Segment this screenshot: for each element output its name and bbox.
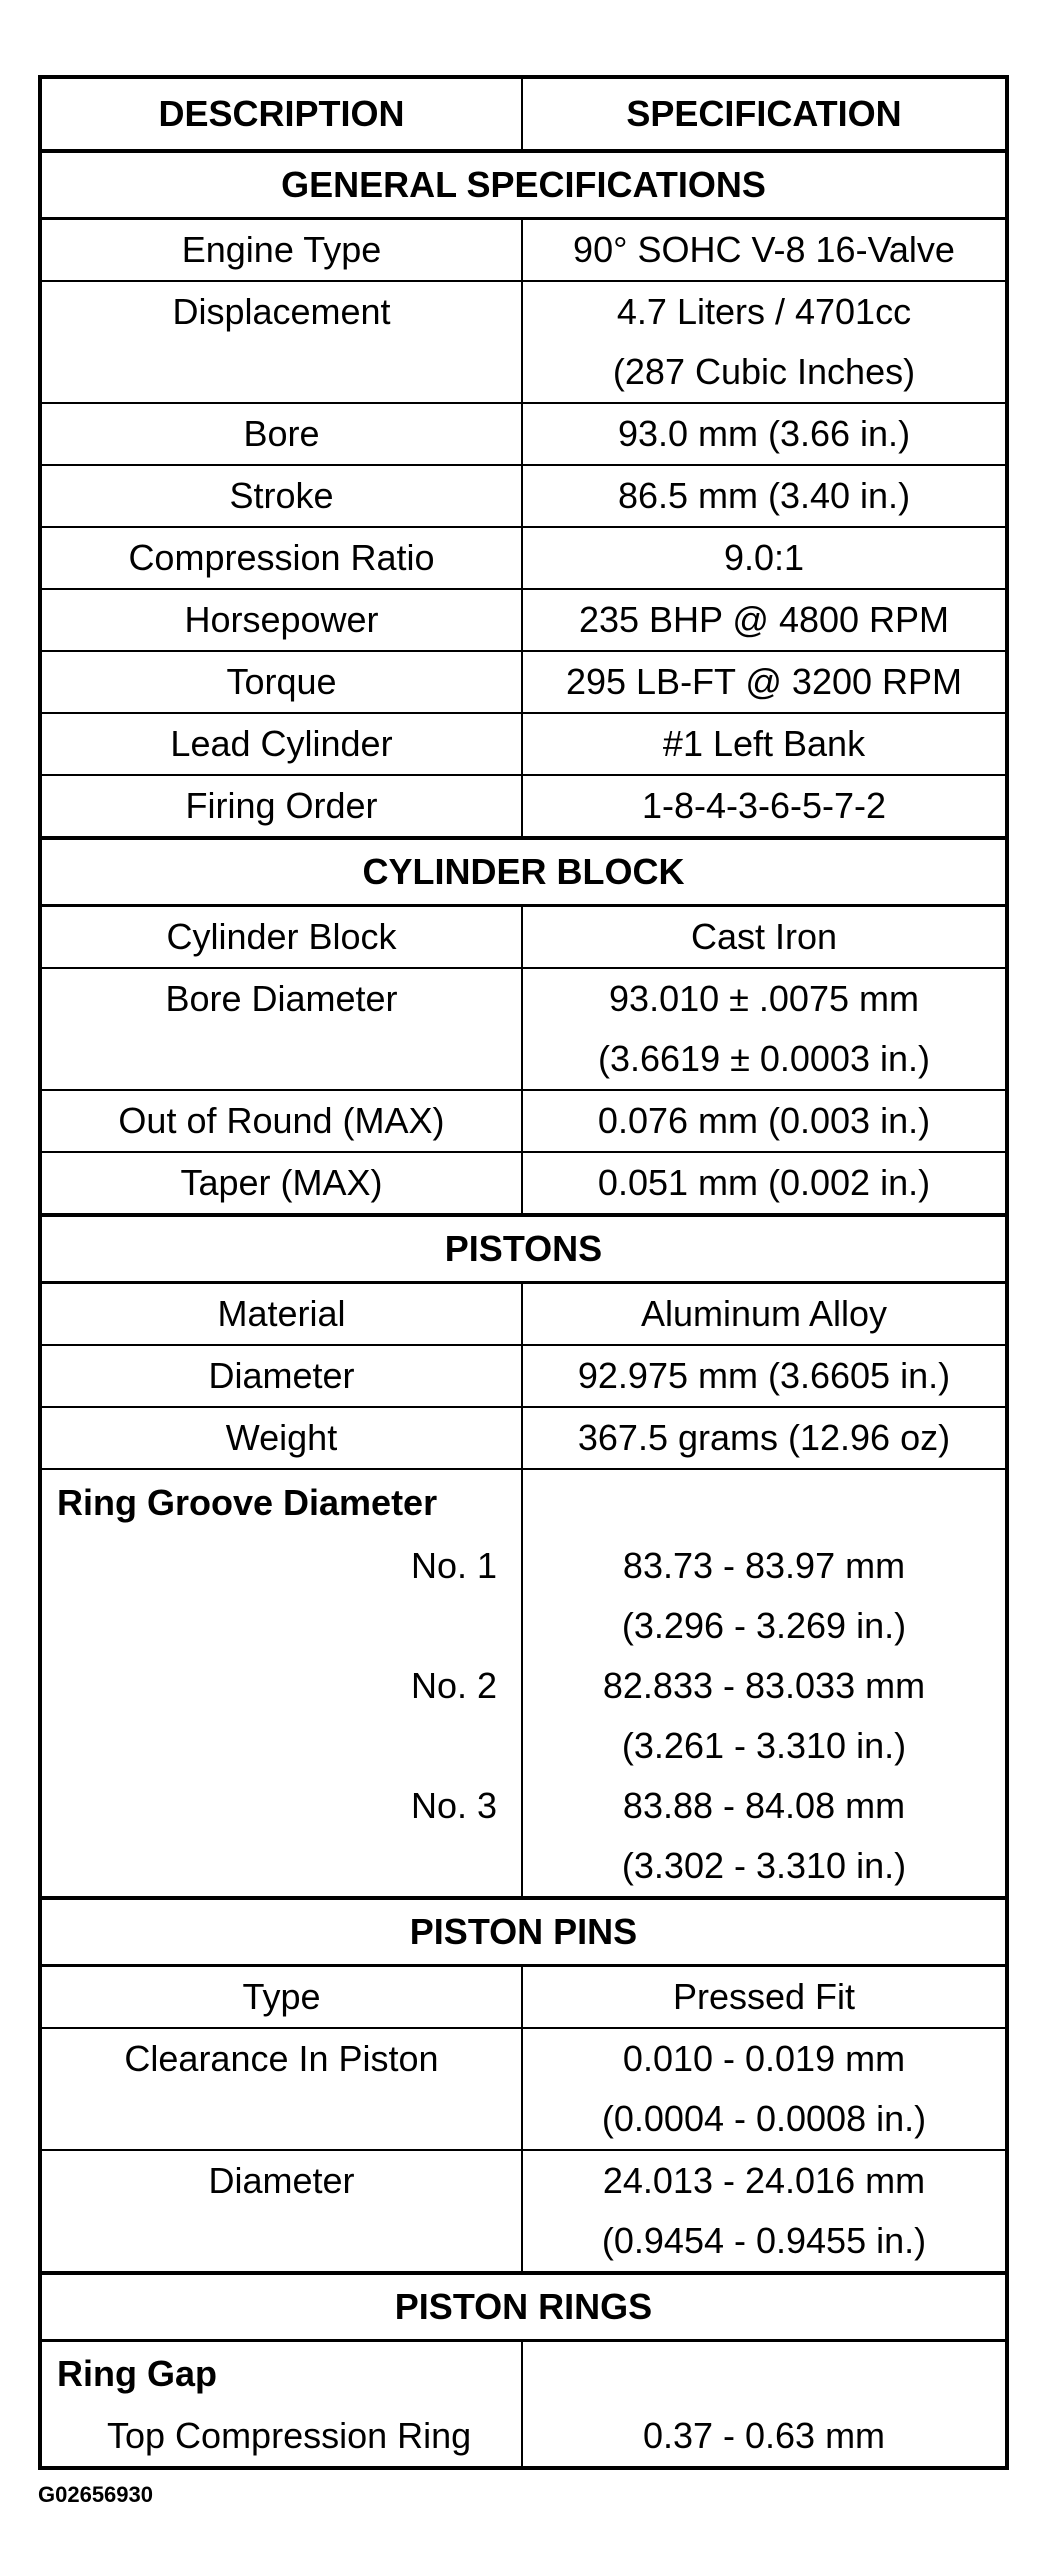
table-row: [40, 2150, 1007, 2273]
row-value: [522, 713, 1007, 775]
row-label: Horsepower: [40, 589, 522, 651]
value-line: (3.261 - 3.310 in.): [621, 1725, 907, 1766]
value-line: 24.013 - 24.016 mm: [602, 2160, 926, 2201]
row-label: Bore Diameter: [40, 968, 522, 1090]
value-line: 92.975 mm (3.6605 in.): [577, 1355, 951, 1396]
row-value: [522, 968, 1007, 1090]
value-line: 1-8-4-3-6-5-7-2: [641, 785, 887, 826]
row-value: [522, 906, 1007, 969]
row-label: Cylinder Block: [40, 906, 522, 969]
row-value: [522, 1090, 1007, 1152]
table-row: [40, 906, 1007, 969]
table-row: [40, 1090, 1007, 1152]
ring-groove-labels: [40, 1469, 522, 1898]
ring-groove-values: [522, 1469, 1007, 1898]
value-line: 83.88 - 84.08 mm: [622, 1785, 906, 1826]
section-pistons: [40, 1215, 1007, 1283]
table-row: [40, 775, 1007, 838]
value-line: Pressed Fit: [672, 1976, 856, 2017]
ring-gap-labels: [40, 2341, 522, 2469]
value-line: Cast Iron: [690, 916, 838, 957]
table-row: [40, 219, 1007, 282]
ring-gap-heading: Ring Gap: [57, 2353, 217, 2394]
row-value: [522, 465, 1007, 527]
table-row: [40, 968, 1007, 1090]
row-value: [522, 281, 1007, 403]
spacer: [523, 1470, 1005, 1536]
column-header-specification: SPECIFICATION: [522, 77, 1007, 151]
row-label: Weight: [40, 1407, 522, 1469]
row-label: Firing Order: [40, 775, 522, 838]
row-label: Engine Type: [40, 219, 522, 282]
value-line: 93.010 ± .0075 mm: [609, 978, 919, 1019]
value-line: 0.051 mm (0.002 in.): [597, 1162, 931, 1203]
row-value: [522, 775, 1007, 838]
table-row: [40, 1152, 1007, 1215]
value-line: (0.0004 - 0.0008 in.): [601, 2098, 927, 2139]
table-row: [40, 403, 1007, 465]
section-title: CYLINDER BLOCK: [40, 838, 1007, 906]
row-value: [522, 1345, 1007, 1407]
row-label: Material: [40, 1283, 522, 1346]
value-line: 82.833 - 83.033 mm: [602, 1665, 926, 1706]
table-row: [40, 651, 1007, 713]
column-header-description: DESCRIPTION: [40, 77, 522, 151]
value-line: 90° SOHC V-8 16-Valve: [573, 229, 955, 270]
figure-id: G02656930: [38, 2482, 153, 2507]
row-label: Lead Cylinder: [40, 713, 522, 775]
spec-table: [38, 75, 1009, 2470]
value-line: Aluminum Alloy: [640, 1293, 888, 1334]
value-line: 93.0 mm (3.66 in.): [617, 413, 911, 454]
row-value: [522, 219, 1007, 282]
table-row: [40, 527, 1007, 589]
value-line: (3.302 - 3.310 in.): [621, 1845, 907, 1886]
value-line: 295 LB-FT @ 3200 RPM: [565, 661, 963, 702]
value-line: 367.5 grams (12.96 oz): [577, 1417, 951, 1458]
table-row: [40, 2028, 1007, 2150]
ring-groove-item-label: No. 3: [410, 1785, 497, 1826]
value-line: (3.296 - 3.269 in.): [621, 1605, 907, 1646]
table-row: [40, 1283, 1007, 1346]
ring-groove-heading: Ring Groove Diameter: [57, 1482, 438, 1523]
spacer: [523, 2342, 1005, 2406]
section-cylinder-block: [40, 838, 1007, 906]
row-value: [522, 1152, 1007, 1215]
spacer: [42, 1716, 521, 1776]
section-piston-rings: [40, 2273, 1007, 2341]
ring-groove-block: [40, 1469, 1007, 1898]
row-value: [522, 1283, 1007, 1346]
section-title: PISTONS: [40, 1215, 1007, 1283]
ring-gap-item-label: Top Compression Ring: [107, 2415, 472, 2456]
section-title: GENERAL SPECIFICATIONS: [40, 151, 1007, 219]
ring-gap-values: [522, 2341, 1007, 2469]
table-row: [40, 589, 1007, 651]
value-line: 0.37 - 0.63 mm: [642, 2415, 886, 2456]
row-label: Clearance In Piston: [40, 2028, 522, 2150]
value-line: (287 Cubic Inches): [612, 351, 916, 392]
row-label: Compression Ratio: [40, 527, 522, 589]
row-label: Bore: [40, 403, 522, 465]
value-line: 9.0:1: [723, 537, 805, 578]
table-row: [40, 281, 1007, 403]
value-line: 83.73 - 83.97 mm: [622, 1545, 906, 1586]
value-line: 0.076 mm (0.003 in.): [597, 1100, 931, 1141]
section-title: PISTON RINGS: [40, 2273, 1007, 2341]
row-value: [522, 651, 1007, 713]
ring-groove-item-label: No. 2: [410, 1665, 497, 1706]
row-value: [522, 2150, 1007, 2273]
table-header-row: [40, 77, 1007, 151]
section-general: [40, 151, 1007, 219]
table-row: [40, 1966, 1007, 2029]
spacer: [42, 1596, 521, 1656]
value-line: 86.5 mm (3.40 in.): [617, 475, 911, 516]
row-label: Diameter: [40, 1345, 522, 1407]
row-value: [522, 2028, 1007, 2150]
value-line: (3.6619 ± 0.0003 in.): [598, 1038, 930, 1079]
value-line: 0.010 - 0.019 mm: [622, 2038, 906, 2079]
section-piston-pins: [40, 1898, 1007, 1966]
row-label: Diameter: [40, 2150, 522, 2273]
row-label: Type: [40, 1966, 522, 2029]
row-value: [522, 589, 1007, 651]
table-row: [40, 1407, 1007, 1469]
row-label: Taper (MAX): [40, 1152, 522, 1215]
spacer: [42, 1836, 521, 1896]
value-line: (0.9454 - 0.9455 in.): [601, 2220, 927, 2261]
table-row: [40, 713, 1007, 775]
row-value: [522, 1966, 1007, 2029]
row-label: Torque: [40, 651, 522, 713]
ring-groove-item-label: No. 1: [410, 1545, 497, 1586]
value-line: 235 BHP @ 4800 RPM: [578, 599, 950, 640]
table-row: [40, 1345, 1007, 1407]
table-row: [40, 465, 1007, 527]
row-value: [522, 1407, 1007, 1469]
row-label: Out of Round (MAX): [40, 1090, 522, 1152]
row-label: Displacement: [40, 281, 522, 403]
row-value: [522, 527, 1007, 589]
value-line: #1 Left Bank: [662, 723, 866, 764]
value-line: 4.7 Liters / 4701cc: [616, 291, 912, 332]
section-title: PISTON PINS: [40, 1898, 1007, 1966]
row-label: Stroke: [40, 465, 522, 527]
ring-gap-block: [40, 2341, 1007, 2469]
row-value: [522, 403, 1007, 465]
